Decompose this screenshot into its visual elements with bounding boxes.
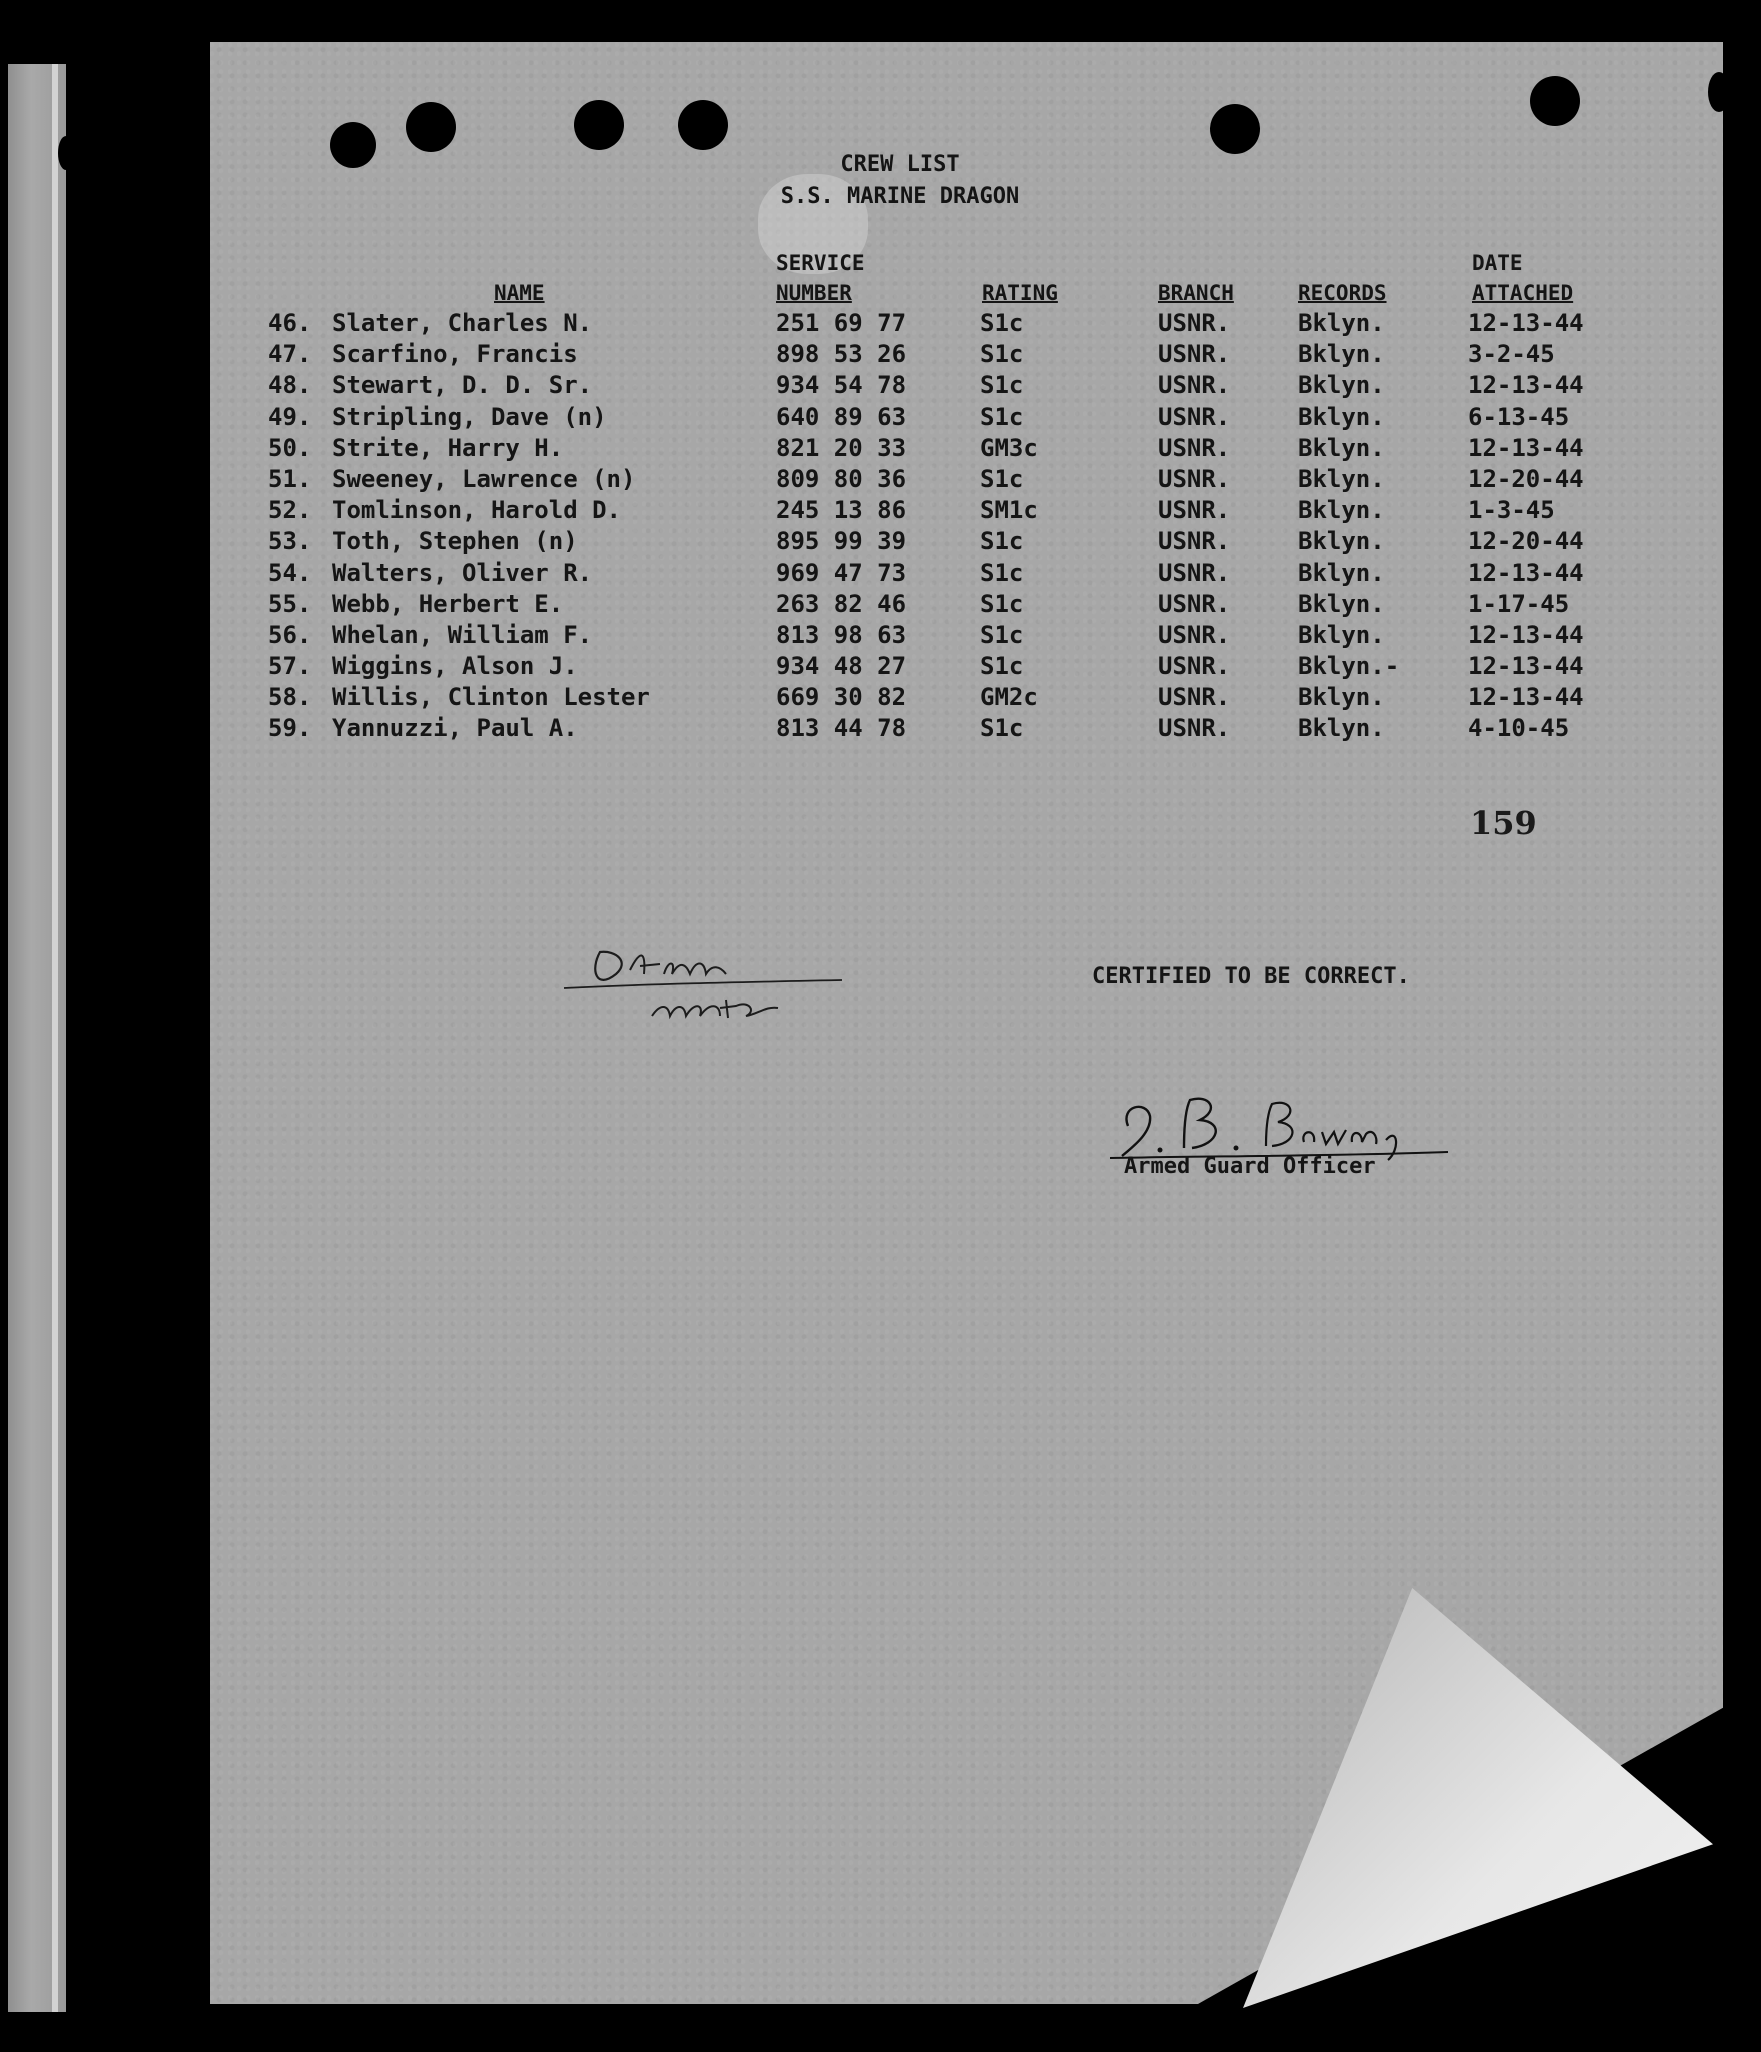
master-signature — [560, 930, 860, 1040]
crew-rating: S1c — [980, 464, 1024, 493]
crew-records: Bklyn. — [1298, 558, 1385, 587]
crew-date-attached: 12-20-44 — [1468, 464, 1584, 493]
crew-date-attached: 6-13-45 — [1468, 402, 1570, 431]
crew-number: 52. — [268, 496, 312, 525]
crew-date-attached: 12-13-44 — [1468, 652, 1584, 681]
crew-row — [268, 339, 1628, 370]
crew-name: Stewart, D. D. Sr. — [332, 371, 593, 400]
edge-punch-hole — [58, 136, 74, 170]
crew-date-attached: 12-13-44 — [1468, 371, 1584, 400]
crew-name: Scarfino, Francis — [332, 340, 578, 369]
crew-row — [268, 308, 1628, 339]
crew-service-number: 821 20 33 — [776, 433, 907, 462]
crew-service-number: 251 69 77 — [776, 309, 907, 337]
crew-number: 59. — [268, 714, 312, 743]
ship-name: S.S. MARINE DRAGON — [780, 184, 1020, 209]
column-header-rating — [982, 278, 1058, 308]
crew-date-attached: 12-13-44 — [1468, 309, 1584, 337]
crew-rating: S1c — [980, 714, 1024, 743]
column-header-records-label: RECORDS — [1298, 281, 1387, 305]
crew-number: 51. — [268, 464, 312, 493]
crew-records: Bklyn. — [1298, 527, 1385, 556]
crew-date-attached: 12-13-44 — [1468, 683, 1584, 712]
crew-number: 48. — [268, 371, 312, 400]
crew-row — [268, 682, 1628, 713]
crew-branch: USNR. — [1158, 496, 1231, 525]
crew-number: 58. — [268, 683, 312, 712]
column-header-date-line1: DATE — [1472, 251, 1523, 275]
crew-number: 47. — [268, 340, 312, 369]
crew-service-number: 669 30 82 — [776, 683, 907, 712]
crew-rating: S1c — [980, 558, 1024, 587]
crew-number: 49. — [268, 402, 312, 431]
crew-service-number: 898 53 26 — [776, 340, 907, 369]
crew-name: Willis, Clinton Lester — [332, 683, 650, 712]
crew-name: Yannuzzi, Paul A. — [332, 714, 578, 743]
crew-records: Bklyn. — [1298, 464, 1385, 493]
crew-name: Walters, Oliver R. — [332, 558, 593, 587]
crew-branch: USNR. — [1158, 589, 1231, 618]
crew-number: 53. — [268, 527, 312, 556]
crew-name: Webb, Herbert E. — [332, 589, 564, 618]
crew-service-number: 263 82 46 — [776, 589, 907, 618]
crew-row — [268, 370, 1628, 401]
crew-row — [268, 526, 1628, 557]
column-header-name-label: NAME — [494, 281, 545, 305]
crew-name: Wiggins, Alson J. — [332, 652, 578, 681]
crew-branch: USNR. — [1158, 620, 1231, 649]
punch-hole — [406, 102, 456, 152]
punch-hole — [1530, 76, 1580, 126]
punch-hole — [574, 100, 624, 150]
crew-row — [268, 402, 1628, 433]
crew-records: Bklyn. — [1298, 433, 1385, 462]
column-header-date-line2: ATTACHED — [1472, 281, 1574, 305]
punch-hole — [1210, 104, 1260, 154]
punch-hole — [1708, 72, 1730, 112]
crew-service-number: 640 89 63 — [776, 402, 907, 431]
crew-rating: GM3c — [980, 433, 1038, 462]
crew-records: Bklyn. — [1298, 371, 1385, 400]
crew-roster — [268, 308, 1628, 745]
crew-row — [268, 713, 1628, 744]
crew-date-attached: 12-13-44 — [1468, 558, 1584, 587]
column-header-date-attached — [1472, 248, 1573, 308]
column-header-service-number — [776, 248, 865, 308]
crew-name: Whelan, William F. — [332, 620, 593, 649]
crew-service-number: 245 13 86 — [776, 496, 907, 525]
crew-name: Stripling, Dave (n) — [332, 402, 607, 431]
certification-statement: CERTIFIED TO BE CORRECT. — [1092, 964, 1410, 989]
crew-date-attached: 1-17-45 — [1468, 589, 1570, 618]
crew-row — [268, 558, 1628, 589]
crew-name: Slater, Charles N. — [332, 309, 593, 337]
crew-date-attached: 12-13-44 — [1468, 433, 1584, 462]
document-title: CREW LIST — [840, 152, 960, 177]
crew-name: Tomlinson, Harold D. — [332, 496, 621, 525]
column-header-service-line1: SERVICE — [776, 251, 865, 275]
adjacent-page-border — [52, 64, 58, 2012]
crew-rating: S1c — [980, 589, 1024, 618]
crew-number: 55. — [268, 589, 312, 618]
crew-records: Bklyn. — [1298, 309, 1385, 337]
crew-date-attached: 12-13-44 — [1468, 620, 1584, 649]
crew-name: Strite, Harry H. — [332, 433, 564, 462]
crew-branch: USNR. — [1158, 433, 1231, 462]
crew-branch: USNR. — [1158, 402, 1231, 431]
column-header-name — [494, 278, 545, 308]
crew-service-number: 934 54 78 — [776, 371, 907, 400]
crew-branch: USNR. — [1158, 527, 1231, 556]
crew-date-attached: 12-20-44 — [1468, 527, 1584, 556]
crew-records: Bklyn. — [1298, 402, 1385, 431]
punch-hole — [330, 122, 376, 168]
column-header-service-line2: NUMBER — [776, 281, 852, 305]
crew-service-number: 809 80 36 — [776, 464, 907, 493]
crew-date-attached: 1-3-45 — [1468, 496, 1555, 525]
crew-number: 46. — [268, 309, 312, 337]
crew-row — [268, 651, 1628, 682]
crew-name: Sweeney, Lawrence (n) — [332, 464, 636, 493]
column-header-branch — [1158, 278, 1234, 308]
crew-row — [268, 620, 1628, 651]
crew-records: Bklyn.- — [1298, 652, 1400, 681]
crew-name: Toth, Stephen (n) — [332, 527, 578, 556]
column-header-records — [1298, 278, 1387, 308]
column-header-branch-label: BRANCH — [1158, 281, 1234, 305]
crew-service-number: 895 99 39 — [776, 527, 907, 556]
crew-rating: SM1c — [980, 496, 1038, 525]
page-number: 159 — [1470, 804, 1537, 842]
crew-date-attached: 3-2-45 — [1468, 340, 1555, 369]
crew-records: Bklyn. — [1298, 620, 1385, 649]
crew-rating: S1c — [980, 402, 1024, 431]
crew-service-number: 969 47 73 — [776, 558, 907, 587]
crew-rating: S1c — [980, 371, 1024, 400]
crew-records: Bklyn. — [1298, 683, 1385, 712]
crew-number: 54. — [268, 558, 312, 587]
crew-rating: S1c — [980, 340, 1024, 369]
crew-rating: S1c — [980, 652, 1024, 681]
crew-rating: S1c — [980, 309, 1024, 337]
crew-records: Bklyn. — [1298, 496, 1385, 525]
punch-hole — [678, 100, 728, 150]
crew-records: Bklyn. — [1298, 589, 1385, 618]
crew-number: 50. — [268, 433, 312, 462]
crew-branch: USNR. — [1158, 558, 1231, 587]
crew-row — [268, 589, 1628, 620]
crew-records: Bklyn. — [1298, 714, 1385, 743]
crew-rating: S1c — [980, 527, 1024, 556]
crew-rating: GM2c — [980, 683, 1038, 712]
crew-row — [268, 464, 1628, 495]
crew-branch: USNR. — [1158, 464, 1231, 493]
crew-number: 57. — [268, 652, 312, 681]
crew-number: 56. — [268, 620, 312, 649]
column-header-rating-label: RATING — [982, 281, 1058, 305]
crew-branch: USNR. — [1158, 683, 1231, 712]
armed-guard-officer-title: Armed Guard Officer — [1124, 1154, 1376, 1179]
crew-row — [268, 495, 1628, 526]
crew-branch: USNR. — [1158, 652, 1231, 681]
crew-records: Bklyn. — [1298, 340, 1385, 369]
crew-service-number: 813 44 78 — [776, 714, 907, 743]
crew-date-attached: 4-10-45 — [1468, 714, 1570, 743]
crew-branch: USNR. — [1158, 340, 1231, 369]
crew-branch: USNR. — [1158, 309, 1231, 337]
crew-branch: USNR. — [1158, 371, 1231, 400]
crew-row — [268, 433, 1628, 464]
crew-service-number: 813 98 63 — [776, 620, 907, 649]
crew-service-number: 934 48 27 — [776, 652, 907, 681]
crew-branch: USNR. — [1158, 714, 1231, 743]
crew-rating: S1c — [980, 620, 1024, 649]
